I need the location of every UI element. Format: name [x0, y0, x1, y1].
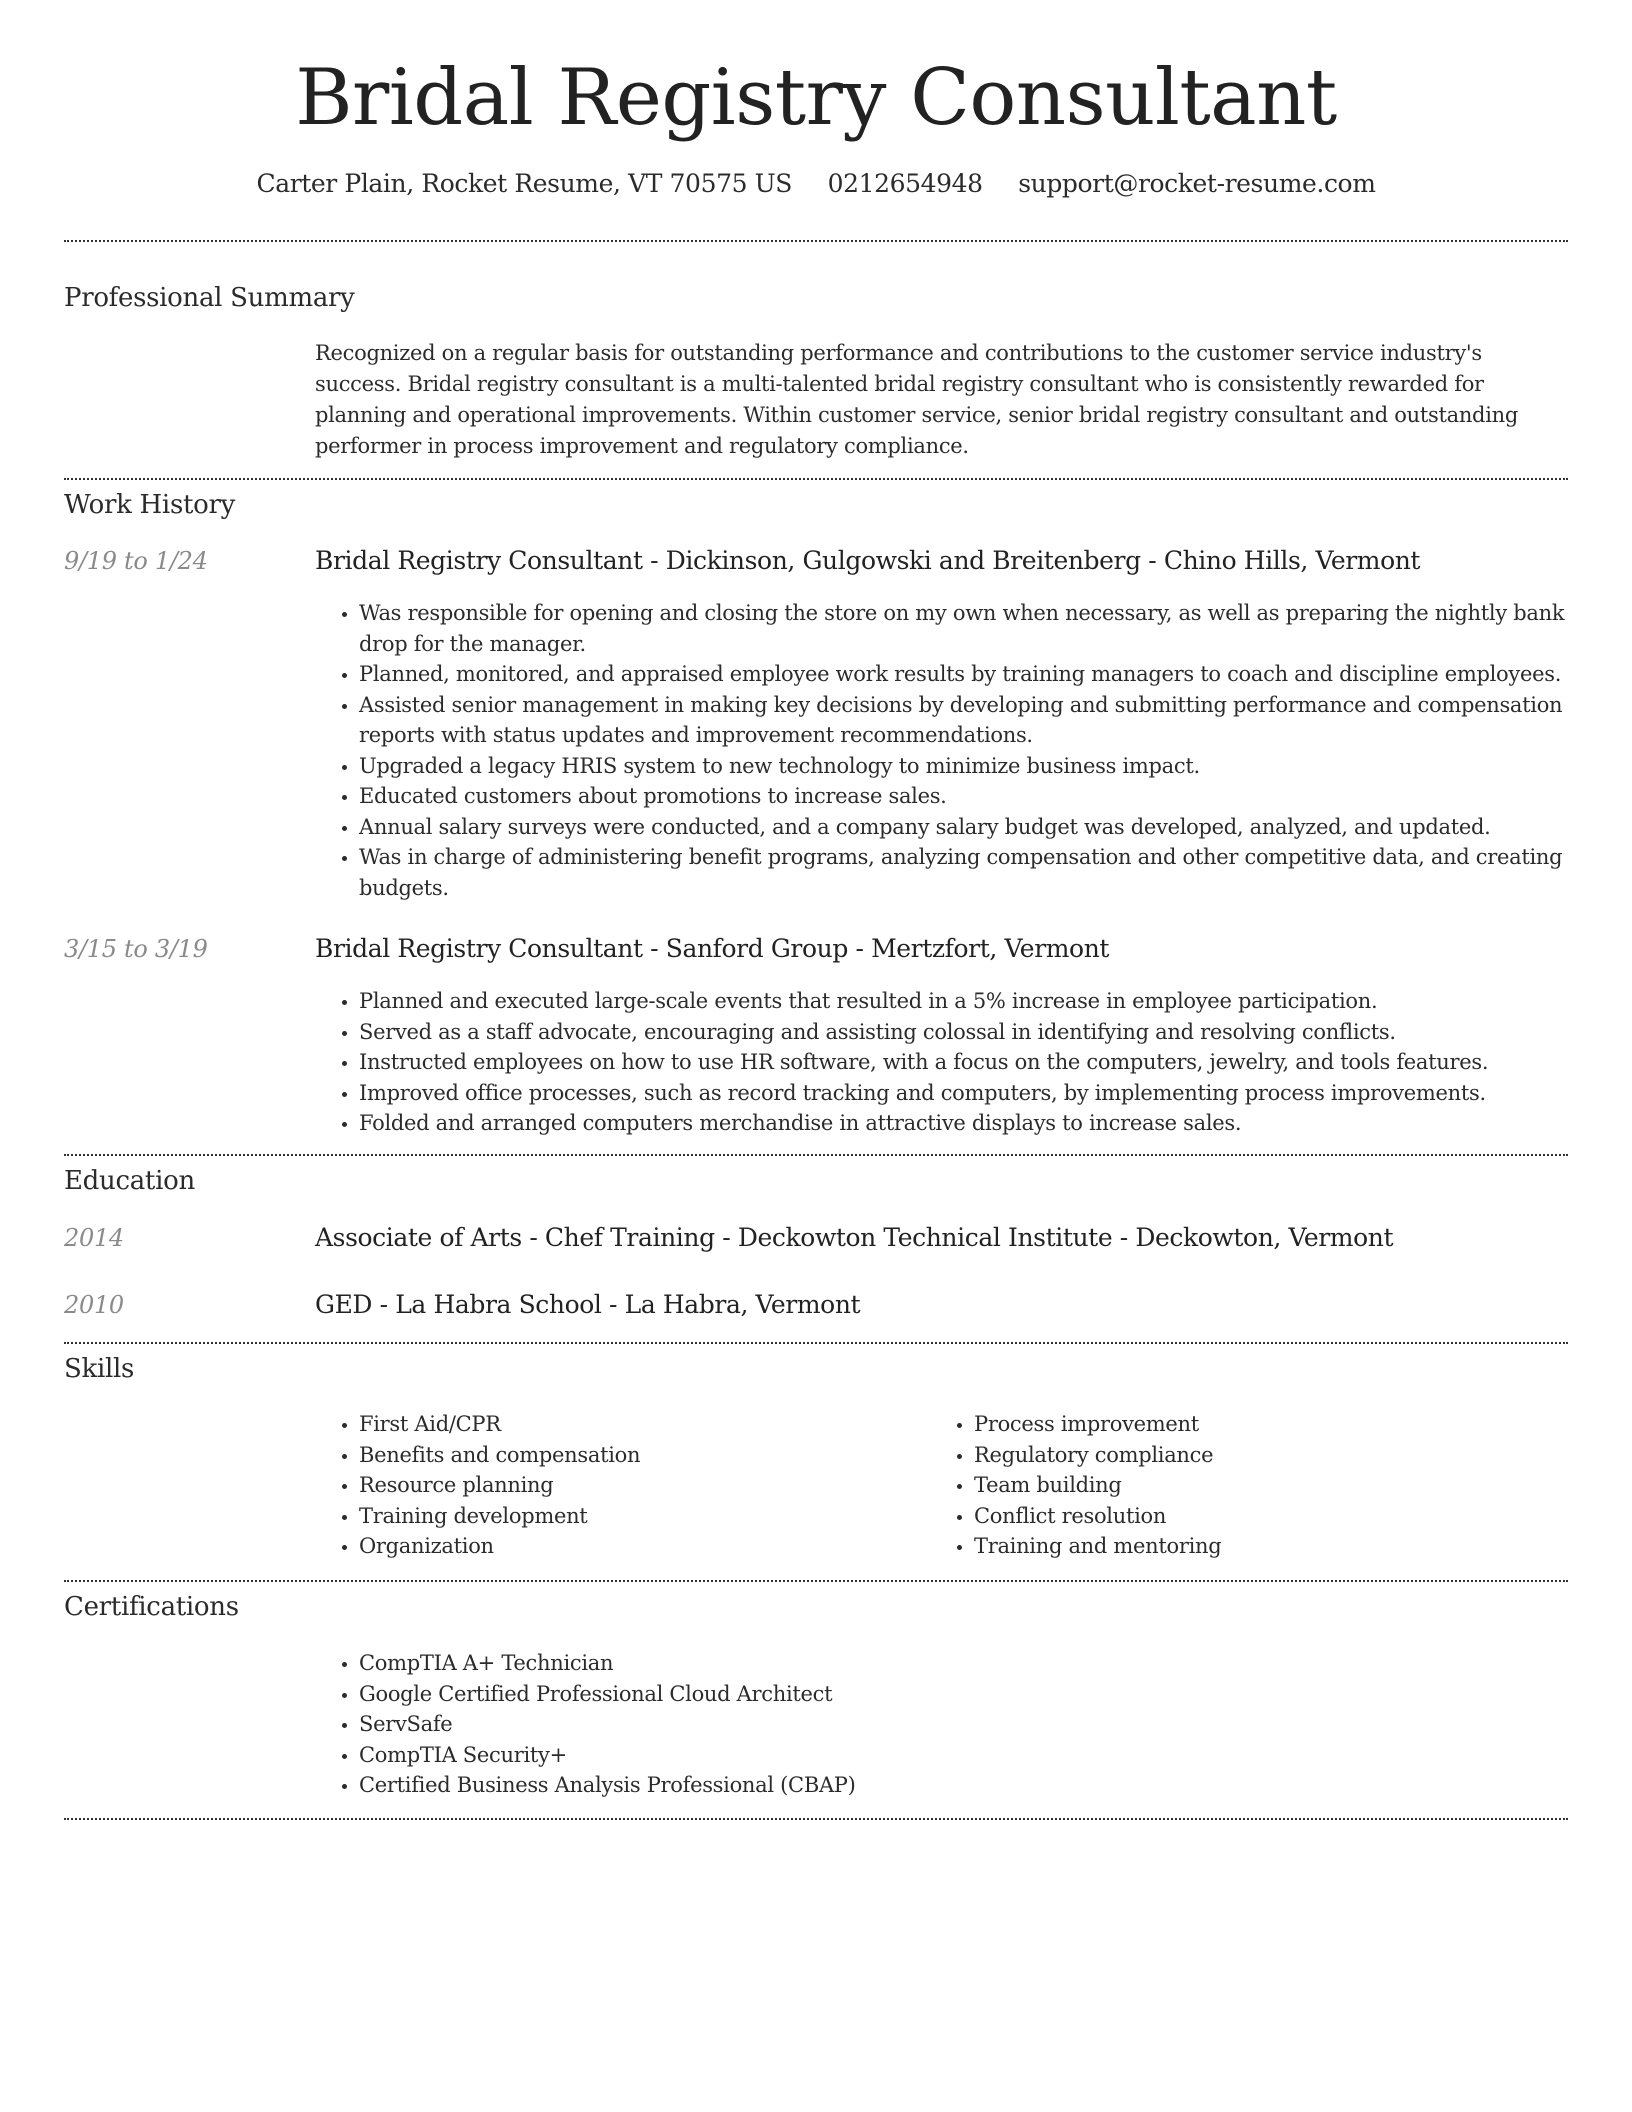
divider — [64, 1580, 1568, 1582]
education-heading: GED - La Habra School - La Habra, Vermont — [315, 1290, 861, 1319]
section-title-work-history: Work History — [64, 490, 236, 520]
list-item: • Team building — [974, 1470, 1490, 1501]
list-item: • ServSafe — [359, 1709, 1568, 1740]
section-title-certifications: Certifications — [64, 1592, 239, 1622]
bullet-list — [315, 986, 1568, 1139]
skills-column-right — [930, 1409, 1490, 1562]
list-item: • Was in charge of administering benefit programs, analyzing compensation and other competitive data, and creating budgets. — [359, 842, 1568, 903]
list-item: • Process improvement — [974, 1409, 1490, 1440]
summary-text: Recognized on a regular basis for outstanding performance and contributions to the customer service industry's success. Bridal registry consultant is a multi-talented bridal registry consultant who is consistently rewarded for planning and operational improvements. Within customer service, senior bridal registry consultant and outstanding performer in process improvement and regulatory compliance. — [315, 341, 1518, 458]
list-item: • Organization — [359, 1531, 875, 1562]
list-item: • Google Certified Professional Cloud Architect — [359, 1679, 1568, 1710]
section-title-education: Education — [64, 1166, 195, 1196]
list-item: • Folded and arranged computers merchandise in attractive displays to increase sales. — [359, 1108, 1568, 1139]
divider — [64, 478, 1568, 480]
list-item: • Conflict resolution — [974, 1501, 1490, 1532]
list-item: • Upgraded a legacy HRIS system to new technology to minimize business impact. — [359, 751, 1568, 782]
list-item: • Educated customers about promotions to increase sales. — [359, 781, 1568, 812]
list-item: • Improved office processes, such as record tracking and computers, by implementing process improvements. — [359, 1078, 1568, 1109]
list-item: • Certified Business Analysis Professional (CBAP) — [359, 1770, 1568, 1801]
bullet-list — [315, 1409, 875, 1562]
list-item: • Resource planning — [359, 1470, 875, 1501]
job-dates: 9/19 to 1/24 — [64, 547, 208, 575]
list-item: • Training development — [359, 1501, 875, 1532]
divider — [64, 240, 1568, 242]
list-item: • Planned, monitored, and appraised employee work results by training managers to coach and discipline employees. — [359, 659, 1568, 690]
education-year: 2010 — [64, 1291, 124, 1319]
bullet-list — [315, 1648, 1568, 1801]
candidate-name: Bridal Registry Consultant — [295, 53, 1337, 143]
divider — [64, 1154, 1568, 1156]
resume-page — [64, 0, 1568, 1797]
bullet-list — [930, 1409, 1490, 1562]
certifications-list — [315, 1648, 1568, 1801]
list-item: • Regulatory compliance — [974, 1440, 1490, 1471]
list-item: • Was responsible for opening and closing the store on my own when necessary, as well as preparing the nightly bank drop for the manager. — [359, 598, 1568, 659]
job-bullets — [315, 598, 1568, 903]
job-bullets — [315, 986, 1568, 1139]
list-item: • Assisted senior management in making key decisions by developing and submitting performance and compensation reports with status updates and improvement recommendations. — [359, 690, 1568, 751]
education-year: 2014 — [64, 1224, 124, 1252]
list-item: • CompTIA A+ Technician — [359, 1648, 1568, 1679]
list-item: • First Aid/CPR — [359, 1409, 875, 1440]
section-title-summary: Professional Summary — [64, 283, 355, 313]
contact-address: Carter Plain, Rocket Resume, VT 70575 US — [256, 169, 793, 198]
skills-column-left — [315, 1409, 875, 1562]
job-heading: Bridal Registry Consultant - Sanford Group - Mertzfort, Vermont — [315, 934, 1110, 963]
job-dates: 3/15 to 3/19 — [64, 935, 208, 963]
job-heading: Bridal Registry Consultant - Dickinson, Gulgowski and Breitenberg - Chino Hills, Vermont — [315, 546, 1421, 575]
contact-email: support@rocket-resume.com — [1018, 169, 1376, 198]
list-item: • Benefits and compensation — [359, 1440, 875, 1471]
education-heading: Associate of Arts - Chef Training - Deckowton Technical Institute - Deckowton, Vermont — [315, 1223, 1394, 1252]
bullet-list — [315, 598, 1568, 903]
divider — [64, 1342, 1568, 1344]
section-title-skills: Skills — [64, 1354, 135, 1384]
divider — [64, 1818, 1568, 1820]
list-item: • Annual salary surveys were conducted, and a company salary budget was developed, analyzed, and updated. — [359, 812, 1568, 843]
list-item: • CompTIA Security+ — [359, 1740, 1568, 1771]
contact-line — [64, 166, 1568, 202]
list-item: • Instructed employees on how to use HR software, with a focus on the computers, jewelry, and tools features. — [359, 1047, 1568, 1078]
list-item: • Planned and executed large-scale events that resulted in a 5% increase in employee participation. — [359, 986, 1568, 1017]
list-item: • Served as a staff advocate, encouraging and assisting colossal in identifying and resolving conflicts. — [359, 1017, 1568, 1048]
contact-phone: 0212654948 — [827, 169, 983, 198]
list-item: • Training and mentoring — [974, 1531, 1490, 1562]
